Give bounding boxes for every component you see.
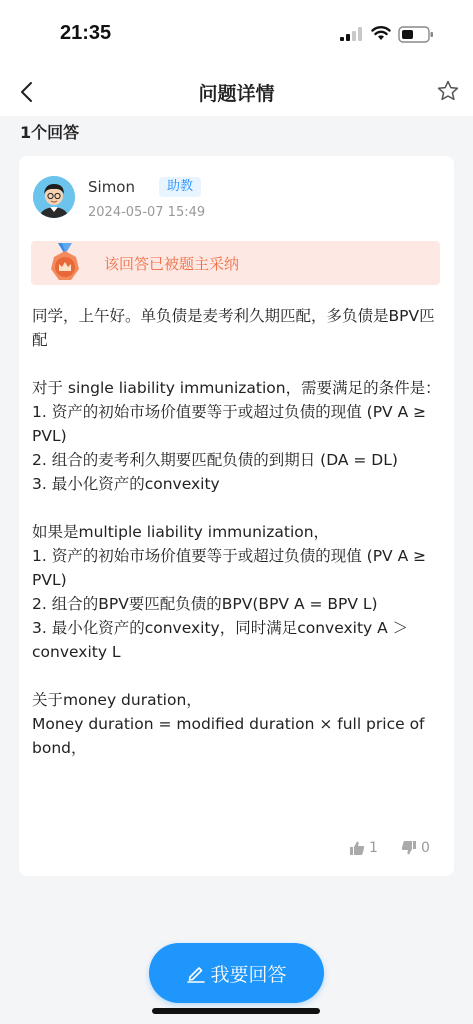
accepted-label: 该回答已被题主采纳: [104, 255, 240, 273]
post-timestamp: 2024-05-07 15:49: [88, 205, 206, 220]
write-answer-label: 我要回答: [210, 963, 287, 986]
thumbs-down-icon: [401, 840, 417, 856]
thumbs-up-icon: [349, 840, 365, 856]
role-badge: 助教: [159, 177, 201, 197]
cellular-signal-icon: [340, 27, 364, 41]
status-time: 21:35: [60, 22, 112, 44]
dislike-count: 0: [421, 840, 430, 856]
like-button[interactable]: [349, 840, 378, 856]
answer-body-text: 同学，上午好。单负债是麦考利久期匹配，多负债是BPV匹配 对于 single liability immunization，需要满足的条件是： 1. 资产的初始市场价值要等于或超过负债的现值 (PV A ≥ PVL) 2. 组合的麦考利久期要匹配负债的到期日 (DA = DL) 3. 最小化资产的convexity 如果是multiple liability immunization， 1. 资产的初始市场价值要等于或超过负债的现值 (PV A ≥ PVL) 2. 组合的BPV要匹配负债的BPV(BPV A = BPV L) 3. 最小化资产的convexity，同时满足convexity A ＞convexity L 关于money duration， Money duration = modified duration × full price of bond，: [32, 307, 441, 757]
wifi-icon: [371, 25, 391, 41]
avatar[interactable]: [33, 176, 75, 218]
accepted-banner: [31, 241, 440, 285]
answer-count-heading: 1个回答: [20, 123, 80, 142]
answer-card: [19, 156, 454, 876]
favorite-star-icon[interactable]: [436, 79, 460, 103]
home-indicator[interactable]: [152, 1008, 320, 1014]
page-title: 问题详情: [198, 83, 275, 105]
write-answer-button[interactable]: [149, 943, 324, 1003]
like-count: 1: [369, 840, 378, 856]
medal-crown-icon: [45, 243, 85, 287]
author-name[interactable]: Simon: [88, 178, 135, 196]
nav-bar: [0, 70, 473, 116]
battery-icon: [398, 26, 434, 43]
edit-pencil-icon: [186, 963, 206, 983]
dislike-button[interactable]: [401, 840, 430, 856]
avatar-illustration-icon: [33, 176, 75, 218]
status-bar: [0, 0, 473, 70]
